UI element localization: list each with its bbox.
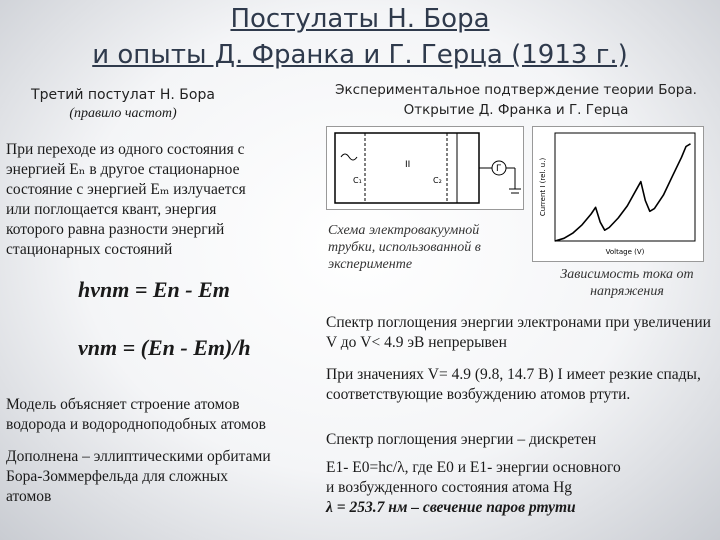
para-1: Спектр поглощения энергии электронами при увеличении V до V< 4.9 эВ непрерывен xyxy=(326,314,711,351)
current-voltage-graph xyxy=(532,126,704,262)
body-line: состояние с энергией Eₘ излучается xyxy=(6,181,246,198)
formula-2-text: νnm = (En - Em)/h xyxy=(78,335,251,360)
model-text xyxy=(6,395,321,435)
body-line: которого равна разности энергий xyxy=(6,221,225,238)
extra-line: Дополнена – эллиптическими орбитами xyxy=(6,448,271,465)
right-heading-2: Открытие Д. Франка и Г. Герца xyxy=(403,102,629,118)
left-subheading: (правило частот) xyxy=(69,106,177,121)
formula-1-text: hνnm = En - Em xyxy=(78,277,230,302)
tube-schematic xyxy=(327,127,523,209)
svg-text:C₂: C₂ xyxy=(433,176,442,185)
y-axis-label: Current I (rel. u.) xyxy=(539,157,547,217)
body-line: стационарных состояний xyxy=(6,241,173,258)
extra-line: Бора-Зоммерфельда для сложных xyxy=(6,468,229,485)
left-heading: Третий постулат Н. Бора xyxy=(31,87,215,103)
para-3: Спектр поглощения энергии – дискретен xyxy=(326,431,597,448)
tube-caption: Схема электровакуумной трубки, использованной в эксперименте xyxy=(328,223,481,272)
para-4-line: и возбужденного состояния атома Hg xyxy=(326,479,573,496)
x-axis-label: Voltage (V) xyxy=(605,248,645,256)
model-line: водорода и водородноподобных атомов xyxy=(6,416,266,433)
body-line: или поглощается квант, энергия xyxy=(6,201,217,218)
extra-line: атомов xyxy=(6,488,52,505)
graph-caption: Зависимость тока от напряжения xyxy=(560,267,694,299)
extra-text xyxy=(6,447,326,507)
iv-curve-line xyxy=(555,144,691,241)
right-heading-1: Экспериментальное подтверждение теории Бора. xyxy=(335,82,697,98)
formula-2 xyxy=(78,335,251,361)
body-line: При переходе из одного состояния с xyxy=(6,141,245,158)
iv-chart xyxy=(533,127,703,261)
body-line: энергией Eₙ в другое стационарное xyxy=(6,161,240,178)
svg-text:Γ: Γ xyxy=(496,164,502,174)
svg-text:II: II xyxy=(405,160,411,170)
title-line-1: Постулаты Н. Бора xyxy=(230,4,490,34)
para-2: При значениях V= 4.9 (9.8, 14.7 В) I имеет резкие спады, соответствующие возбуждению атомов ртути. xyxy=(326,366,701,403)
svg-text:C₁: C₁ xyxy=(353,176,362,185)
tube-diagram xyxy=(326,126,524,210)
model-line: Модель объясняет строение атомов xyxy=(6,396,240,413)
formula-1 xyxy=(78,277,230,303)
left-body xyxy=(6,140,306,260)
title-line-2: и опыты Д. Франка и Г. Герца (1913 г.) xyxy=(92,40,628,70)
para-4 xyxy=(326,458,716,518)
para-4-line: E1- E0=hc/λ, где E0 и E1- энергии основного xyxy=(326,459,621,476)
para-4-line: λ = 253.7 нм – свечение паров ртути xyxy=(326,499,576,516)
